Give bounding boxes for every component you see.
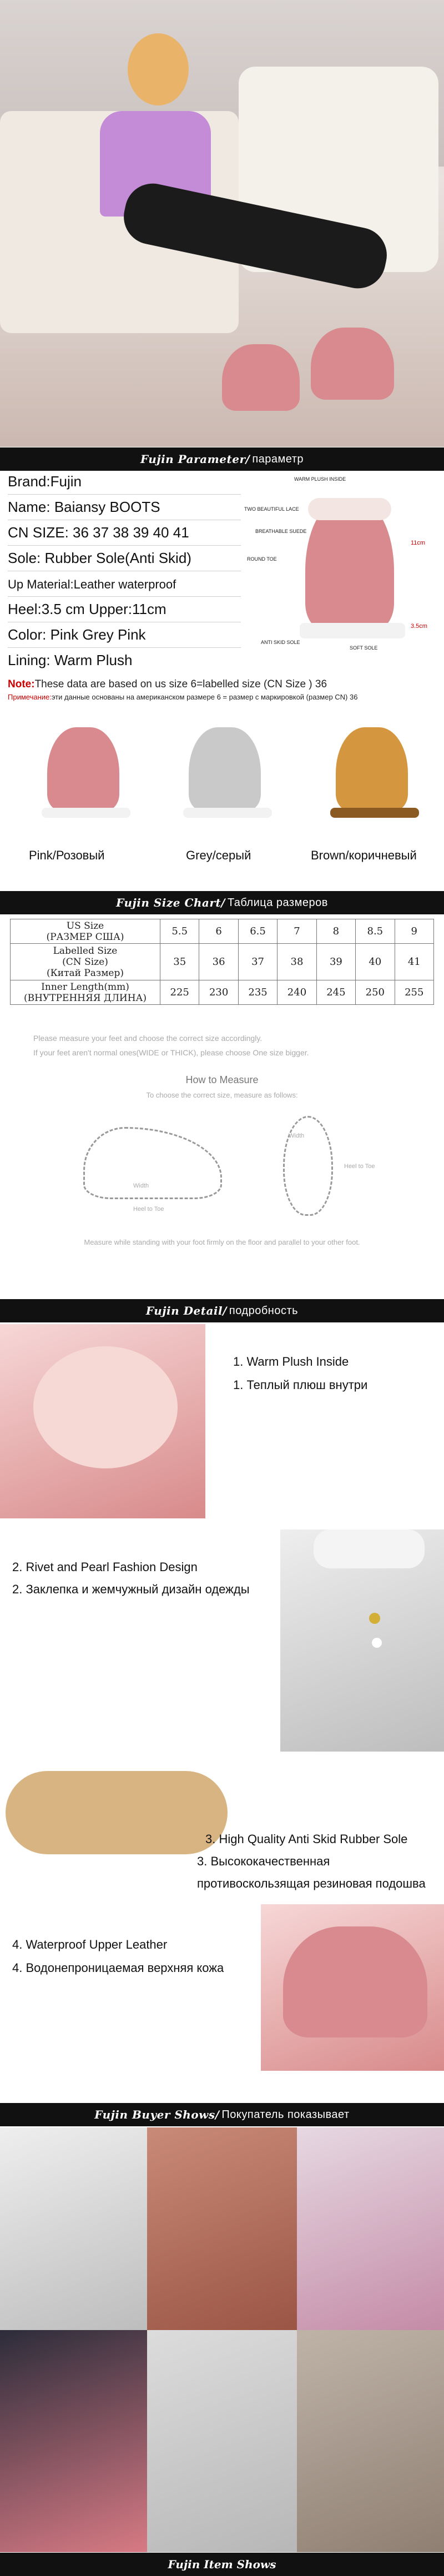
- detail-rivet-photo: [280, 1530, 444, 1752]
- heel-toe-label-side: Heel to Toe: [133, 1206, 164, 1212]
- buyer-photo-2: [147, 2127, 297, 2330]
- detail-2-ru: 2. Заклепка и жемчужный дизайн одежды: [12, 1582, 250, 1596]
- detail-3-en: 3. High Quality Anti Skid Rubber Sole: [205, 1832, 408, 1846]
- param-cn-size: CN SIZE: 36 37 38 39 40 41: [8, 524, 189, 541]
- measure-note: Measure while standing with your foot firmly on the floor and parallel to your other foot.: [84, 1238, 360, 1246]
- label-lace: TWO BEAUTIFUL LACE: [244, 506, 299, 512]
- banner-title-ru: Таблица размеров: [227, 896, 328, 909]
- size-note: Note:These data are based on us size 6=labelled size (CN Size ) 36: [8, 678, 327, 690]
- banner-title: Fujin Detail/: [145, 1304, 227, 1317]
- foot-top-diagram: [283, 1116, 333, 1216]
- label-height: 11cm: [411, 540, 426, 546]
- banner-title: Fujin Parameter/: [140, 452, 250, 466]
- banner-title: Fujin Size Chart/: [116, 896, 225, 909]
- color-pink-label: Pink/Розовый: [29, 848, 105, 862]
- table-row: Inner Length(mm) (ВНУТРЕННЯЯ ДЛИНА) 225 230 235 240 245 250 255: [11, 980, 434, 1005]
- detail-1-en: 1. Warm Plush Inside: [233, 1355, 349, 1368]
- banner-title-ru: параметр: [252, 452, 304, 465]
- how-to-measure-title: How to Measure: [185, 1074, 259, 1085]
- advice-text-1: Please measure your feet and choose the correct size accordingly.: [33, 1034, 263, 1043]
- param-brand: Brand:Fujin: [8, 473, 82, 490]
- color-grey-photo[interactable]: [167, 716, 283, 827]
- buyer-photo-6: [297, 2330, 444, 2552]
- buyer-shows-banner: [0, 2103, 444, 2126]
- table-row: US Size (РАЗМЕР США) 5.5 6 6.5 7 8 8.5 9: [11, 919, 434, 944]
- detail-1-ru: 1. Теплый плюш внутри: [233, 1378, 368, 1392]
- size-chart-table: [10, 919, 434, 1005]
- detail-plush-photo: [0, 1324, 205, 1518]
- param-lining: Lining: Warm Plush: [8, 652, 133, 668]
- width-label-top: Width: [289, 1133, 305, 1139]
- detail-4-en: 4. Waterproof Upper Leather: [12, 1938, 168, 1951]
- param-color: Color: Pink Grey Pink: [8, 626, 146, 643]
- buyer-photo-5: [147, 2330, 297, 2552]
- detail-3-ru: 3. Высококачественная: [197, 1854, 330, 1868]
- param-name: Name: Baiansy BOOTS: [8, 499, 160, 515]
- color-brown-photo[interactable]: [314, 716, 430, 827]
- banner-title: Fujin Buyer Shows/: [94, 2108, 220, 2121]
- heel-toe-label-top: Heel to Toe: [344, 1163, 375, 1170]
- detail-3-ru-2: противоскользящая резиновая подошва: [197, 1876, 426, 1890]
- buyer-photo-4: [0, 2330, 147, 2552]
- color-grey-label: Grey/серый: [186, 848, 251, 862]
- detail-leather-photo: [261, 1904, 444, 2071]
- size-chart-banner: [0, 891, 444, 914]
- buyer-photo-1: [0, 2127, 147, 2330]
- param-sole: Sole: Rubber Sole(Anti Skid): [8, 550, 191, 566]
- table-row: Labelled Size (CN Size) (Китай Размер) 35 36 37 38 39 40 41: [11, 944, 434, 980]
- banner-title: Fujin Item Shows: [168, 2558, 276, 2571]
- width-label: Width: [133, 1183, 149, 1189]
- color-brown-label: Brown/коричневый: [311, 848, 417, 862]
- foot-side-diagram: [83, 1127, 222, 1199]
- label-round-toe: ROUND TOE: [247, 556, 277, 562]
- advice-text-2: If your feet aren't normal ones(WIDE or THICK), please choose One size bigger.: [33, 1048, 309, 1057]
- hero-model-photo: [0, 0, 444, 447]
- boot-diagram: [244, 473, 438, 673]
- detail-2-en: 2. Rivet and Pearl Fashion Design: [12, 1560, 198, 1574]
- banner-title-ru: подробность: [229, 1304, 299, 1317]
- parameter-banner: [0, 447, 444, 471]
- buyer-photo-3: [297, 2127, 444, 2330]
- detail-4-ru: 4. Водонепроницаемая верхняя кожа: [12, 1961, 224, 1975]
- label-warm-plush: WARM PLUSH INSIDE: [294, 476, 346, 482]
- item-shows-banner: [0, 2553, 444, 2576]
- label-heel: 3.5cm: [411, 623, 427, 630]
- label-soft-sole: SOFT SOLE: [350, 645, 378, 651]
- param-heel: Heel:3.5 cm Upper:11cm: [8, 601, 167, 617]
- param-material: Up Material:Leather waterproof: [8, 577, 176, 591]
- detail-banner: [0, 1299, 444, 1322]
- how-to-measure-subtitle: To choose the correct size, measure as follows:: [146, 1091, 298, 1099]
- label-breathable: BREATHABLE SUEDE: [255, 529, 307, 534]
- size-note-ru: Примечание:эти данные основаны на американском размере 6 = размер с маркировкой (размер CN) 36: [8, 693, 358, 701]
- label-anti-skid: ANTI SKID SOLE: [261, 640, 300, 645]
- color-pink-photo[interactable]: [25, 716, 142, 827]
- banner-title-ru: Покупатель показывает: [221, 2108, 350, 2121]
